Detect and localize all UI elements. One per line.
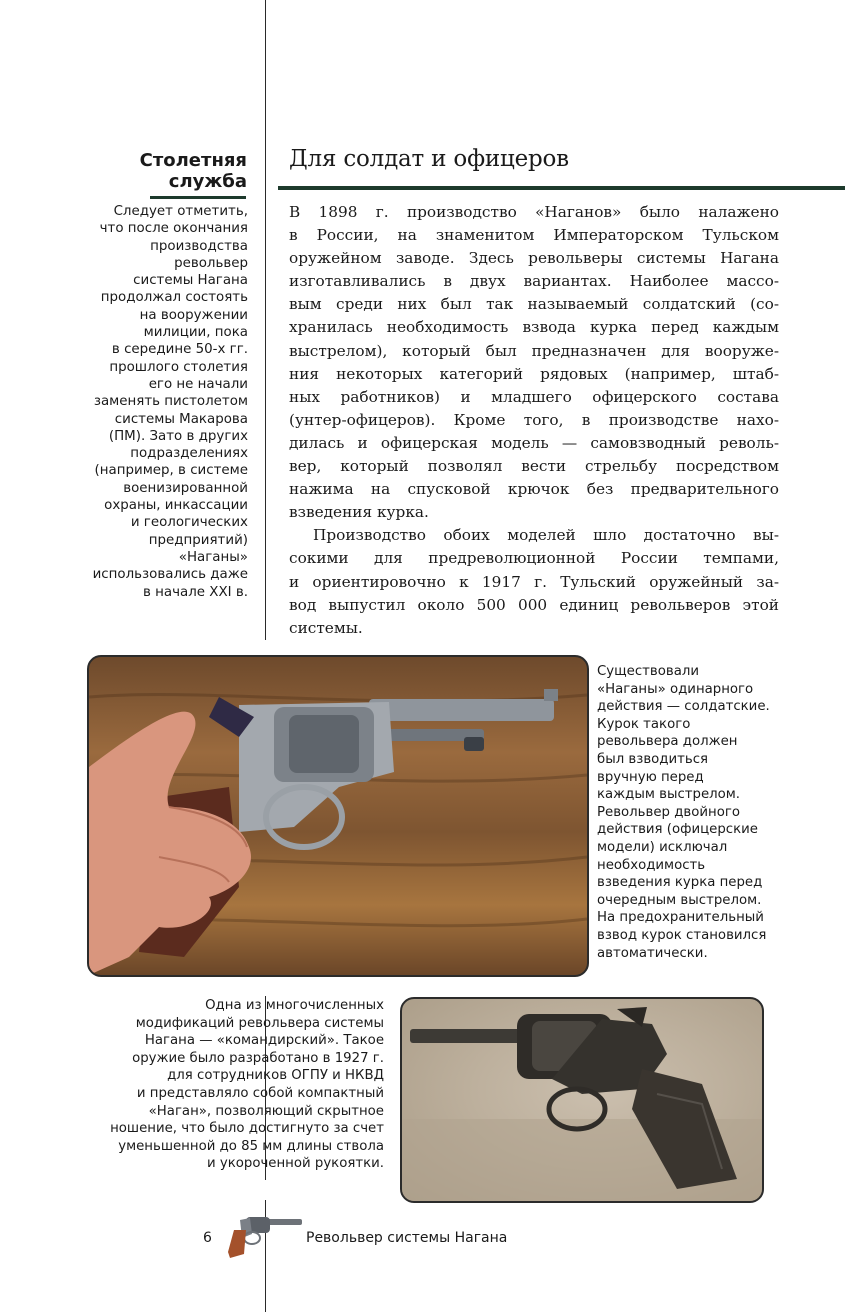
- paragraph-line: вод выпустил около 500 000 единиц револьверов этой: [289, 595, 779, 614]
- caption-line: для сотрудников ОГПУ и НКВД: [167, 1068, 384, 1084]
- caption-line: уменьшенной до 85 мм длины ствола: [118, 1138, 384, 1154]
- caption-line: каждым выстрелом.: [597, 787, 741, 803]
- paragraph-line: ных работников) и младшего офицерского состава: [289, 387, 779, 406]
- paragraph-line: В 1898 г. производство «Наганов» было налажено: [289, 203, 779, 221]
- caption-line: и представляло собой компактный: [136, 1085, 384, 1101]
- caption-line: ношение, что было достигнуто за счет: [110, 1121, 384, 1137]
- caption-line: действия (офицерские: [597, 822, 758, 838]
- paragraph-line: нажима на спусковой крючок без предварительного: [289, 480, 779, 499]
- paragraph-line: в России, на знаменитом Императорском Тульском: [289, 226, 779, 245]
- photo1-caption: [597, 663, 827, 962]
- caption-line: Курок такого: [597, 716, 691, 732]
- sidebar-line: предприятий): [148, 532, 248, 548]
- caption-line: взведения курка перед: [597, 875, 763, 891]
- caption-line: вручную перед: [597, 769, 704, 785]
- sidebar-line: заменять пистолетом: [93, 394, 248, 410]
- heading-rule: [278, 186, 845, 190]
- caption-line: Существовали: [597, 664, 700, 679]
- caption-line: Одна из многочисленных: [205, 998, 384, 1013]
- photo2-caption: [60, 997, 384, 1173]
- revolver-in-hand-photo: [87, 655, 589, 977]
- sidebar-line: на вооружении: [139, 307, 248, 323]
- caption-line: необходимость: [597, 857, 706, 873]
- paragraph-line: изготавливались в двух вариантах. Наиболее массо-: [289, 272, 779, 291]
- paragraph-line: (унтер-офицеров). Кроме того, в производстве нахо-: [289, 410, 779, 429]
- caption-line: Револьвер двойного: [597, 804, 740, 820]
- revolver-icon: [226, 1214, 304, 1260]
- sidebar-line: в середине 50-х гг.: [111, 342, 248, 358]
- sidebar-line: подразделениях: [130, 446, 248, 462]
- caption-line: взвод курок становился: [597, 927, 767, 943]
- caption-line: и укороченной рукоятки.: [206, 1156, 384, 1172]
- sidebar-text: [88, 203, 248, 601]
- paragraph-line: хранилась необходимость взвода курка перед каждым: [289, 318, 779, 337]
- paragraph-line: ния некоторых категорий рядовых (например, штаб-: [289, 364, 779, 383]
- sidebar-line: его не начали: [148, 376, 248, 392]
- sidebar-line: Следует отметить,: [113, 204, 248, 219]
- section-heading: Для солдат и офицеров: [289, 146, 569, 172]
- divider-gap: [262, 640, 270, 656]
- caption-line: модификаций револьвера системы: [135, 1015, 384, 1031]
- caption-line: модели) исключал: [597, 839, 728, 855]
- paragraph-line: вым среди них был так называемый солдатский (со-: [289, 295, 779, 314]
- paragraph-line: оружейном заводе. Здесь револьверы системы Нагана: [289, 249, 779, 268]
- sidebar-rule: [150, 196, 246, 199]
- caption-line: оружие было разработано в 1927 г.: [132, 1050, 384, 1066]
- caption-line: действия — солдатские.: [597, 699, 770, 715]
- sidebar-line: военизированной: [123, 480, 248, 496]
- sidebar-line: производства: [150, 238, 248, 254]
- caption-line: револьвера должен: [597, 734, 738, 750]
- paragraph-line: выстрелом), который был предназначен для вооруже-: [289, 341, 779, 360]
- sidebar-line: охраны, инкассации: [104, 498, 248, 514]
- sidebar-line: использовались даже: [92, 567, 248, 583]
- sidebar-line: что после окончания: [99, 221, 248, 237]
- sidebar-title: [47, 150, 247, 192]
- sidebar-line: продолжал состоять: [100, 290, 248, 306]
- revolver-in-hand-illustration: [89, 657, 587, 975]
- commander-revolver-photo: [400, 997, 764, 1203]
- caption-line: На предохранительный: [597, 910, 764, 926]
- sidebar-line: «Наганы»: [178, 549, 248, 565]
- sidebar-line: в начале XXI в.: [143, 584, 248, 600]
- sidebar-line: прошлого столетия: [109, 359, 248, 375]
- caption-line: автоматически.: [597, 945, 708, 961]
- caption-line: очередным выстрелом.: [597, 892, 762, 908]
- sidebar-line: (например, в системе: [94, 463, 248, 479]
- sidebar-line: и геологических: [130, 515, 248, 531]
- paragraph-line: вер, который позволял вести стрельбу посредством: [289, 457, 779, 476]
- sidebar-title-line: Столетняя: [139, 150, 247, 171]
- divider-gap: [262, 1180, 270, 1200]
- paragraph-line: сокими для предреволюционной России темпами,: [289, 549, 779, 568]
- caption-line: был взводиться: [597, 751, 709, 767]
- paragraph-line: взведения курка.: [289, 503, 429, 522]
- sidebar-title-line: служба: [168, 171, 247, 192]
- paragraph-line: Производство обоих моделей шло достаточно вы-: [313, 526, 779, 545]
- sidebar-line: (ПМ). Зато в других: [108, 428, 248, 444]
- main-text: [289, 201, 779, 640]
- caption-line: «Наганы» одинарного: [597, 681, 754, 697]
- sidebar-line: револьвер: [174, 255, 248, 271]
- paragraph-line: и ориентировочно к 1917 г. Тульский оружейный за-: [289, 572, 779, 591]
- caption-line: Нагана — «командирский». Такое: [144, 1033, 384, 1049]
- divider-gap: [262, 976, 270, 996]
- sidebar-line: милиции, пока: [143, 325, 248, 341]
- caption-line: «Наган», позволяющий скрытное: [148, 1103, 384, 1119]
- sidebar-line: системы Макарова: [114, 411, 248, 427]
- sidebar-line: системы Нагана: [133, 273, 248, 289]
- page-number: 6: [203, 1230, 212, 1246]
- paragraph-line: дилась и офицерская модель — самовзводный револь-: [289, 433, 779, 452]
- running-footer-title: Револьвер системы Нагана: [306, 1230, 508, 1246]
- paragraph-line: системы.: [289, 618, 363, 637]
- commander-revolver-illustration: [402, 999, 762, 1201]
